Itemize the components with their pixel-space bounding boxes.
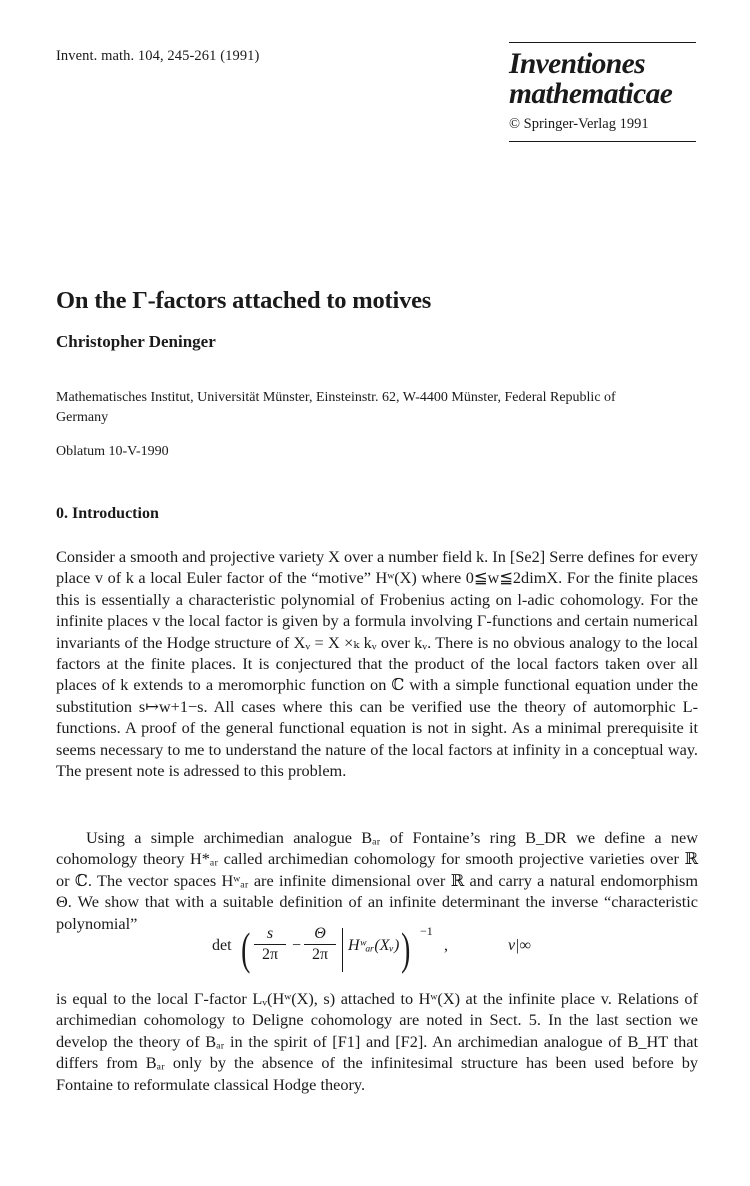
fraction-bar bbox=[304, 944, 336, 945]
masthead-top-rule bbox=[509, 42, 696, 43]
article-title: On the Γ-factors attached to motives bbox=[56, 287, 432, 314]
formula-vertical-bar bbox=[342, 928, 343, 972]
intro-paragraph-2: Using a simple archimedian analogue Bₐᵣ of Fontaine’s ring B_DR we define a new cohomology theory H*ₐᵣ called archimedian cohomology for smooth projective varieties over ℝ or ℂ. The vector spaces Hʷₐᵣ are infinite dimensional over ℝ and carry a natural endomorphism Θ. We show that with a suitable definition of an infinite determinant the inverse “characteristic polynomial” bbox=[56, 828, 698, 933]
display-formula bbox=[212, 924, 592, 980]
fraction-numerator: s bbox=[266, 925, 274, 942]
fraction-bar bbox=[254, 944, 286, 945]
formula-right-paren: ) bbox=[401, 923, 411, 974]
formula-fraction-theta bbox=[302, 925, 338, 964]
fraction-denominator: 2π bbox=[261, 946, 279, 963]
fraction-numerator: Θ bbox=[314, 925, 326, 942]
journal-name-line1: Inventiones bbox=[509, 48, 646, 80]
section-heading: 0. Introduction bbox=[56, 505, 159, 522]
formula-fraction-s bbox=[252, 925, 288, 964]
formula-comma: , bbox=[444, 937, 448, 954]
journal-masthead bbox=[509, 42, 696, 142]
journal-name-line2: mathematicae bbox=[509, 78, 673, 110]
formula-place-condition: v|∞ bbox=[508, 937, 531, 954]
intro-paragraph-3: is equal to the local Γ-factor Lᵥ(Hʷ(X), s) attached to Hʷ(X) at the infinite place v. Relations of archimedian cohomology to Deligne cohomology are noted in Sect. 5. In the last section we develop the theory of Bₐᵣ in the spirit of [F1] and [F2]. An archimedian analogue of B_HT that differs from Bₐᵣ only by the absence of the infinitesimal structure has been used before by Fontaine to reformulate classical Hodge theory. bbox=[56, 989, 698, 1094]
journal-name bbox=[509, 49, 696, 109]
fraction-denominator: 2π bbox=[311, 946, 329, 963]
copyright-notice: © Springer-Verlag 1991 bbox=[509, 116, 649, 132]
author-affiliation: Mathematisches Institut, Universität Münster, Einsteinstr. 62, W-4400 Münster, Federal Republic of Germany bbox=[56, 390, 616, 425]
formula-exponent: −1 bbox=[420, 924, 433, 938]
formula-det: det bbox=[212, 937, 232, 954]
intro-paragraph-1: Consider a smooth and projective variety X over a number field k. In [Se2] Serre defines for every place v of k a local Euler factor of the “motive” Hʷ(X) where 0≦w≦2dimX. For the finite places this is essentially a characteristic polynomial of Frobenius acting on l-adic cohomology. For the infinite places v the local factor is given by a formula involving Γ-functions and certain numerical invariants of the Hodge structure of Xᵥ = X ×ₖ kᵥ over kᵥ. There is no obvious analogy to the local factors at the finite places. It is conjectured that the product of the local factors taken over all places of k extends to a meromorphic function on ℂ with a simple functional equation under the substitution s↦w+1−s. All cases where this can be verified use the theory of automorphic L-functions. A proof of the general functional equation is not in sight. As a minimal prerequisite it seems necessary to me to understand the nature of the local factors at infinity in a conceptual way. The present note is adressed to this problem. bbox=[56, 547, 698, 781]
formula-left-paren: ( bbox=[241, 923, 251, 974]
formula-minus: − bbox=[292, 937, 302, 954]
journal-citation: Invent. math. 104, 245-261 (1991) bbox=[56, 48, 260, 64]
masthead-bottom-rule bbox=[509, 141, 696, 142]
received-date: Oblatum 10-V-1990 bbox=[56, 444, 169, 459]
formula-cohomology-term: Hʷₐᵣ(Xᵥ) bbox=[348, 937, 400, 954]
author-name: Christopher Deninger bbox=[56, 332, 216, 351]
